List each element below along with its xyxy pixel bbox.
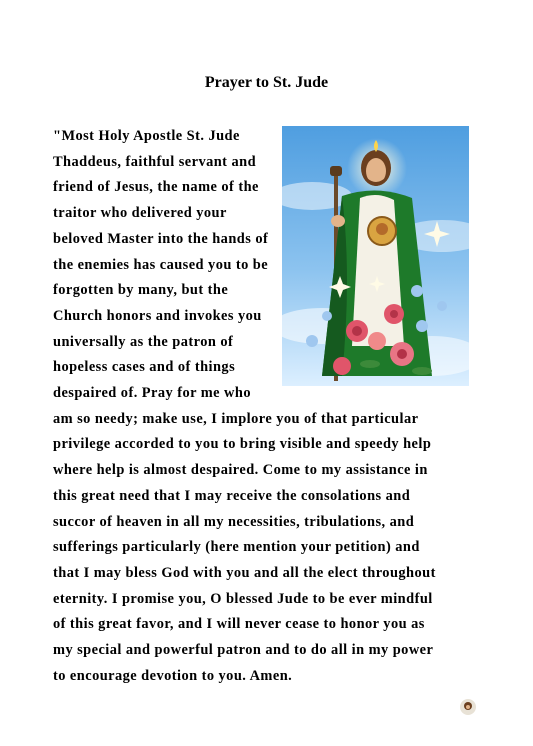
text-line: despaired of. Pray for me who <box>53 385 251 401</box>
text-line: Church honors and invokes you <box>53 307 262 324</box>
text-line: friend of Jesus, the name of the <box>53 179 259 196</box>
text-line: universally as the patron of <box>53 333 234 350</box>
text-line: traitor who delivered your <box>53 205 227 222</box>
text-line: privilege accorded to you to bring visible and speedy help <box>53 436 432 453</box>
text-line: to encourage devotion to you. Amen. <box>53 667 293 684</box>
text-line: the enemies has caused you to be <box>53 256 269 273</box>
text-line: eternity. I promise you, O blessed Jude to be ever mindful <box>53 590 433 607</box>
text-line: forgotten by many, but the <box>53 282 229 299</box>
text-line: of this great favor, and I will never cease to honor you as <box>53 616 425 633</box>
text-line: this great need that I may receive the consolations and <box>53 487 411 504</box>
page-title: Prayer to St. Jude <box>204 74 329 91</box>
small-decoration-icon <box>458 697 478 717</box>
text-line: that I may bless God with you and all the elect throughout <box>53 564 436 581</box>
text-line: where help is almost despaired. Come to my assistance in <box>53 462 428 479</box>
text-line: succor of heaven in all my necessities, tribulations, and <box>53 513 415 530</box>
text-line: my special and powerful patron and to do all in my power <box>53 642 434 658</box>
text-line: Thaddeus, faithful servant and <box>53 153 257 170</box>
text-line: hopeless cases and of things <box>53 359 236 376</box>
text-line: beloved Master into the hands of <box>53 230 269 247</box>
st-jude-image <box>282 126 469 386</box>
text-line: "Most Holy Apostle St. Jude <box>53 128 240 144</box>
text-line: am so needy; make use, I implore you of that particular <box>53 410 419 427</box>
text-line: sufferings particularly (here mention your petition) and <box>53 539 420 556</box>
